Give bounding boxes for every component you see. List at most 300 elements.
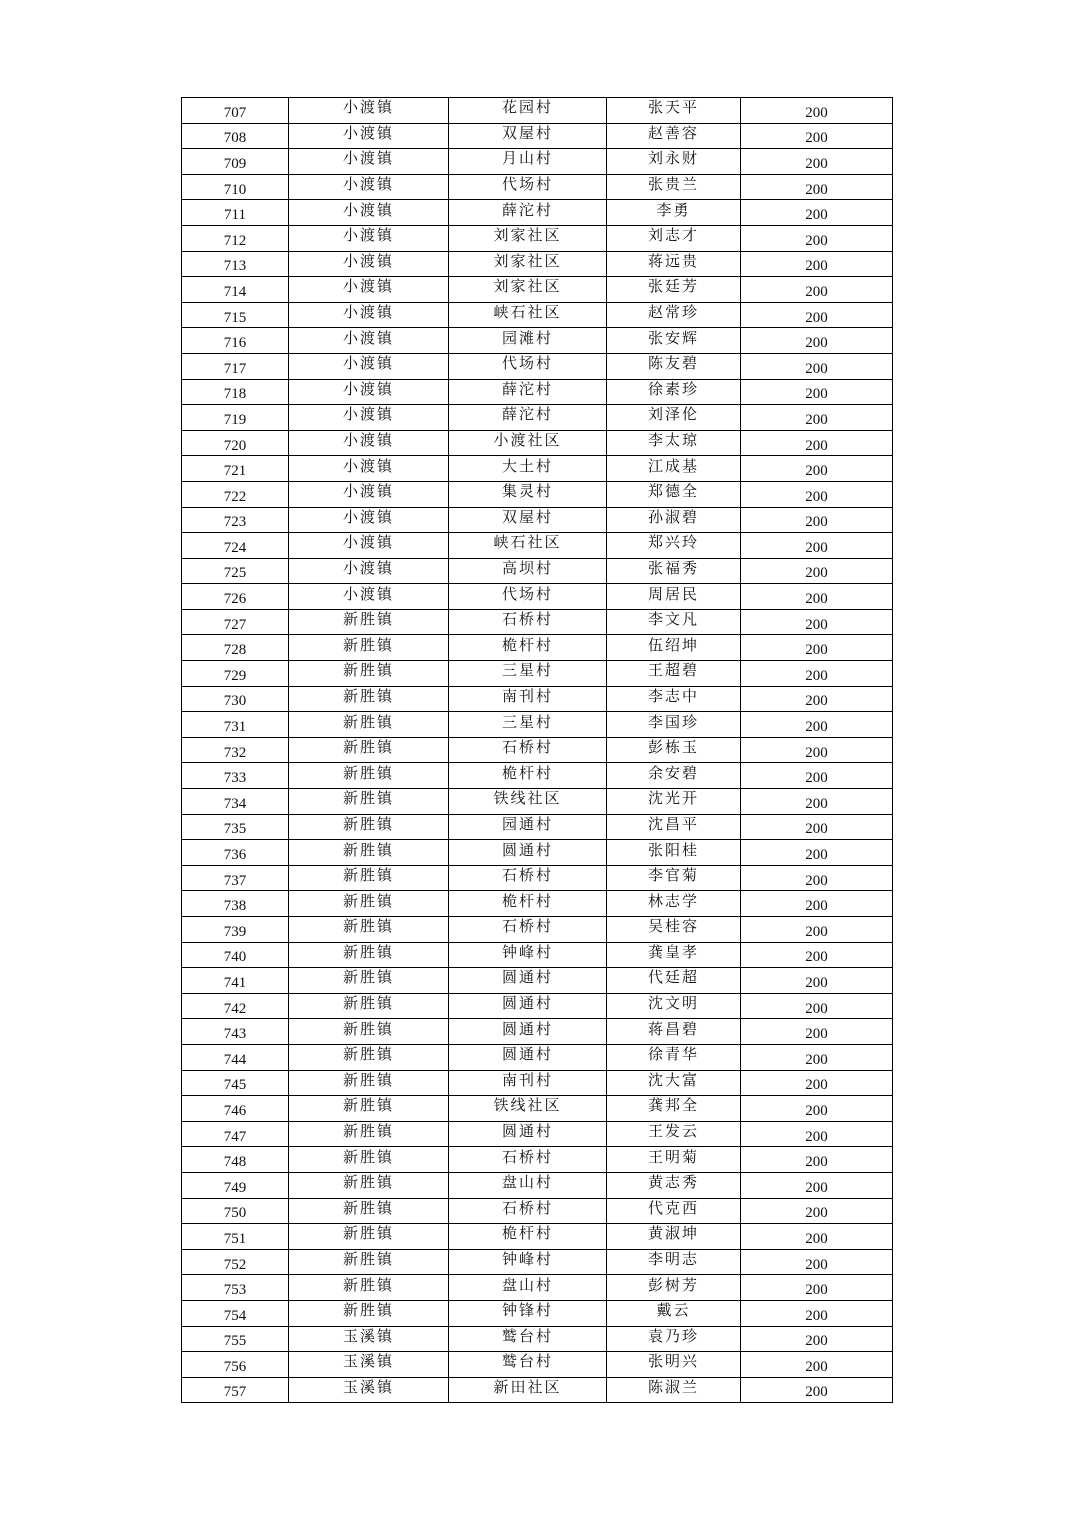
town-cell: 小渡镇 — [289, 430, 449, 456]
village-cell: 石桥村 — [449, 917, 607, 943]
amount-cell: 200 — [741, 174, 893, 200]
table-row — [182, 1352, 893, 1378]
row-number-cell: 708 — [182, 123, 289, 149]
person-name-cell: 袁乃珍 — [607, 1326, 741, 1352]
person-name-cell: 王发云 — [607, 1121, 741, 1147]
person-name-cell: 沈光开 — [607, 789, 741, 815]
table-row — [182, 302, 893, 328]
table-row — [182, 968, 893, 994]
table-row — [182, 865, 893, 891]
town-cell: 新胜镇 — [289, 661, 449, 687]
amount-cell: 200 — [741, 558, 893, 584]
row-number-cell: 710 — [182, 174, 289, 200]
person-name-cell: 龚皇孝 — [607, 942, 741, 968]
amount-cell: 200 — [741, 1044, 893, 1070]
row-number-cell: 751 — [182, 1224, 289, 1250]
row-number-cell: 718 — [182, 379, 289, 405]
row-number-cell: 728 — [182, 635, 289, 661]
row-number-cell: 727 — [182, 609, 289, 635]
village-cell: 桅杆村 — [449, 891, 607, 917]
person-name-cell: 黄志秀 — [607, 1172, 741, 1198]
amount-cell: 200 — [741, 686, 893, 712]
amount-cell: 200 — [741, 609, 893, 635]
amount-cell: 200 — [741, 968, 893, 994]
village-cell: 薛沱村 — [449, 379, 607, 405]
village-cell: 大土村 — [449, 456, 607, 482]
village-cell: 圆通村 — [449, 1044, 607, 1070]
table-row — [182, 98, 893, 124]
amount-cell: 200 — [741, 865, 893, 891]
amount-cell: 200 — [741, 507, 893, 533]
town-cell: 新胜镇 — [289, 789, 449, 815]
village-cell: 石桥村 — [449, 737, 607, 763]
row-number-cell: 725 — [182, 558, 289, 584]
village-cell: 峡石社区 — [449, 533, 607, 559]
row-number-cell: 741 — [182, 968, 289, 994]
village-cell: 石桥村 — [449, 1198, 607, 1224]
town-cell: 新胜镇 — [289, 737, 449, 763]
amount-cell: 200 — [741, 225, 893, 251]
person-name-cell: 陈淑兰 — [607, 1377, 741, 1403]
person-name-cell: 李太琼 — [607, 430, 741, 456]
town-cell: 新胜镇 — [289, 865, 449, 891]
village-cell: 石桥村 — [449, 1147, 607, 1173]
amount-cell: 200 — [741, 328, 893, 354]
town-cell: 新胜镇 — [289, 1121, 449, 1147]
row-number-cell: 711 — [182, 200, 289, 226]
row-number-cell: 743 — [182, 1019, 289, 1045]
person-name-cell: 孙淑碧 — [607, 507, 741, 533]
amount-cell: 200 — [741, 1198, 893, 1224]
village-cell: 圆通村 — [449, 1019, 607, 1045]
village-cell: 钟峰村 — [449, 1249, 607, 1275]
amount-cell: 200 — [741, 737, 893, 763]
table-row — [182, 737, 893, 763]
row-number-cell: 707 — [182, 98, 289, 124]
person-name-cell: 周居民 — [607, 584, 741, 610]
row-number-cell: 734 — [182, 789, 289, 815]
town-cell: 小渡镇 — [289, 353, 449, 379]
town-cell: 新胜镇 — [289, 1096, 449, 1122]
person-name-cell: 李官菊 — [607, 865, 741, 891]
person-name-cell: 张明兴 — [607, 1352, 741, 1378]
town-cell: 新胜镇 — [289, 968, 449, 994]
amount-cell: 200 — [741, 814, 893, 840]
row-number-cell: 716 — [182, 328, 289, 354]
amount-cell: 200 — [741, 661, 893, 687]
row-number-cell: 749 — [182, 1172, 289, 1198]
person-name-cell: 彭栋玉 — [607, 737, 741, 763]
village-cell: 高坝村 — [449, 558, 607, 584]
amount-cell: 200 — [741, 302, 893, 328]
table-row — [182, 1198, 893, 1224]
table-row — [182, 1096, 893, 1122]
village-cell: 圆通村 — [449, 968, 607, 994]
table-row — [182, 1377, 893, 1403]
row-number-cell: 721 — [182, 456, 289, 482]
table-row — [182, 814, 893, 840]
table-row — [182, 1224, 893, 1250]
amount-cell: 200 — [741, 149, 893, 175]
town-cell: 小渡镇 — [289, 584, 449, 610]
table-row — [182, 507, 893, 533]
town-cell: 小渡镇 — [289, 456, 449, 482]
village-cell: 三星村 — [449, 712, 607, 738]
table-row — [182, 328, 893, 354]
amount-cell: 200 — [741, 456, 893, 482]
person-name-cell: 黄淑坤 — [607, 1224, 741, 1250]
table-row — [182, 1147, 893, 1173]
amount-cell: 200 — [741, 481, 893, 507]
amount-cell: 200 — [741, 353, 893, 379]
village-cell: 桅杆村 — [449, 635, 607, 661]
row-number-cell: 739 — [182, 917, 289, 943]
person-name-cell: 代廷超 — [607, 968, 741, 994]
person-name-cell: 张安辉 — [607, 328, 741, 354]
town-cell: 新胜镇 — [289, 686, 449, 712]
table-row — [182, 942, 893, 968]
table-row — [182, 353, 893, 379]
village-cell: 鹫台村 — [449, 1326, 607, 1352]
village-cell: 石桥村 — [449, 609, 607, 635]
amount-cell: 200 — [741, 123, 893, 149]
row-number-cell: 709 — [182, 149, 289, 175]
amount-cell: 200 — [741, 1326, 893, 1352]
person-name-cell: 龚邦全 — [607, 1096, 741, 1122]
person-name-cell: 沈大富 — [607, 1070, 741, 1096]
town-cell: 新胜镇 — [289, 917, 449, 943]
village-cell: 钟峰村 — [449, 942, 607, 968]
town-cell: 小渡镇 — [289, 174, 449, 200]
table-row — [182, 917, 893, 943]
village-cell: 薛沱村 — [449, 405, 607, 431]
village-cell: 代场村 — [449, 584, 607, 610]
person-name-cell: 彭树芳 — [607, 1275, 741, 1301]
row-number-cell: 747 — [182, 1121, 289, 1147]
person-name-cell: 刘泽伦 — [607, 405, 741, 431]
town-cell: 新胜镇 — [289, 1044, 449, 1070]
village-cell: 花园村 — [449, 98, 607, 124]
amount-cell: 200 — [741, 1224, 893, 1250]
table-row — [182, 1019, 893, 1045]
amount-cell: 200 — [741, 891, 893, 917]
amount-cell: 200 — [741, 635, 893, 661]
village-cell: 双屋村 — [449, 123, 607, 149]
village-cell: 园滩村 — [449, 328, 607, 354]
person-name-cell: 江成基 — [607, 456, 741, 482]
row-number-cell: 720 — [182, 430, 289, 456]
table-row — [182, 174, 893, 200]
village-cell: 钟锋村 — [449, 1300, 607, 1326]
table-row — [182, 993, 893, 1019]
village-cell: 南刊村 — [449, 1070, 607, 1096]
town-cell: 新胜镇 — [289, 1224, 449, 1250]
village-cell: 南刊村 — [449, 686, 607, 712]
town-cell: 新胜镇 — [289, 712, 449, 738]
amount-cell: 200 — [741, 1300, 893, 1326]
town-cell: 新胜镇 — [289, 1172, 449, 1198]
table-row — [182, 251, 893, 277]
table-row — [182, 149, 893, 175]
person-name-cell: 蒋远贵 — [607, 251, 741, 277]
village-cell: 双屋村 — [449, 507, 607, 533]
table-row — [182, 1172, 893, 1198]
town-cell: 小渡镇 — [289, 149, 449, 175]
person-name-cell: 李文凡 — [607, 609, 741, 635]
town-cell: 小渡镇 — [289, 379, 449, 405]
village-cell: 集灵村 — [449, 481, 607, 507]
person-name-cell: 张廷芳 — [607, 277, 741, 303]
table-row — [182, 661, 893, 687]
table-row — [182, 1121, 893, 1147]
village-cell: 圆通村 — [449, 993, 607, 1019]
row-number-cell: 712 — [182, 225, 289, 251]
village-cell: 桅杆村 — [449, 763, 607, 789]
row-number-cell: 717 — [182, 353, 289, 379]
row-number-cell: 753 — [182, 1275, 289, 1301]
person-name-cell: 伍绍坤 — [607, 635, 741, 661]
table-body — [182, 98, 893, 1403]
town-cell: 小渡镇 — [289, 533, 449, 559]
town-cell: 小渡镇 — [289, 277, 449, 303]
town-cell: 新胜镇 — [289, 1147, 449, 1173]
town-cell: 小渡镇 — [289, 123, 449, 149]
row-number-cell: 729 — [182, 661, 289, 687]
table-row — [182, 533, 893, 559]
row-number-cell: 723 — [182, 507, 289, 533]
amount-cell: 200 — [741, 405, 893, 431]
amount-cell: 200 — [741, 763, 893, 789]
table-row — [182, 1070, 893, 1096]
row-number-cell: 722 — [182, 481, 289, 507]
town-cell: 新胜镇 — [289, 1275, 449, 1301]
amount-cell: 200 — [741, 1121, 893, 1147]
town-cell: 新胜镇 — [289, 840, 449, 866]
row-number-cell: 726 — [182, 584, 289, 610]
amount-cell: 200 — [741, 533, 893, 559]
person-name-cell: 沈文明 — [607, 993, 741, 1019]
person-name-cell: 张天平 — [607, 98, 741, 124]
row-number-cell: 752 — [182, 1249, 289, 1275]
person-name-cell: 李勇 — [607, 200, 741, 226]
village-cell: 桅杆村 — [449, 1224, 607, 1250]
village-cell: 三星村 — [449, 661, 607, 687]
table-row — [182, 558, 893, 584]
village-cell: 铁线社区 — [449, 789, 607, 815]
amount-cell: 200 — [741, 942, 893, 968]
table-row — [182, 481, 893, 507]
table-row — [182, 277, 893, 303]
table-row — [182, 609, 893, 635]
table-row — [182, 123, 893, 149]
row-number-cell: 732 — [182, 737, 289, 763]
table-row — [182, 712, 893, 738]
town-cell: 新胜镇 — [289, 1300, 449, 1326]
person-name-cell: 陈友碧 — [607, 353, 741, 379]
table-row — [182, 405, 893, 431]
amount-cell: 200 — [741, 1070, 893, 1096]
row-number-cell: 748 — [182, 1147, 289, 1173]
person-name-cell: 郑德全 — [607, 481, 741, 507]
village-cell: 刘家社区 — [449, 225, 607, 251]
amount-cell: 200 — [741, 712, 893, 738]
person-name-cell: 沈昌平 — [607, 814, 741, 840]
person-name-cell: 徐素珍 — [607, 379, 741, 405]
amount-cell: 200 — [741, 251, 893, 277]
town-cell: 小渡镇 — [289, 405, 449, 431]
town-cell: 小渡镇 — [289, 302, 449, 328]
person-name-cell: 李明志 — [607, 1249, 741, 1275]
table-row — [182, 379, 893, 405]
village-cell: 鹫台村 — [449, 1352, 607, 1378]
village-cell: 月山村 — [449, 149, 607, 175]
person-name-cell: 林志学 — [607, 891, 741, 917]
table-row — [182, 225, 893, 251]
table-row — [182, 789, 893, 815]
row-number-cell: 714 — [182, 277, 289, 303]
row-number-cell: 737 — [182, 865, 289, 891]
village-cell: 铁线社区 — [449, 1096, 607, 1122]
amount-cell: 200 — [741, 1275, 893, 1301]
town-cell: 小渡镇 — [289, 481, 449, 507]
town-cell: 玉溪镇 — [289, 1352, 449, 1378]
amount-cell: 200 — [741, 993, 893, 1019]
village-cell: 盘山村 — [449, 1172, 607, 1198]
person-name-cell: 郑兴玲 — [607, 533, 741, 559]
town-cell: 小渡镇 — [289, 507, 449, 533]
row-number-cell: 730 — [182, 686, 289, 712]
village-cell: 刘家社区 — [449, 251, 607, 277]
row-number-cell: 754 — [182, 1300, 289, 1326]
row-number-cell: 745 — [182, 1070, 289, 1096]
amount-cell: 200 — [741, 277, 893, 303]
amount-cell: 200 — [741, 430, 893, 456]
row-number-cell: 750 — [182, 1198, 289, 1224]
village-cell: 代场村 — [449, 353, 607, 379]
village-cell: 盘山村 — [449, 1275, 607, 1301]
person-name-cell: 蒋昌碧 — [607, 1019, 741, 1045]
amount-cell: 200 — [741, 1019, 893, 1045]
town-cell: 小渡镇 — [289, 251, 449, 277]
town-cell: 新胜镇 — [289, 814, 449, 840]
table-row — [182, 200, 893, 226]
person-name-cell: 赵善容 — [607, 123, 741, 149]
town-cell: 小渡镇 — [289, 558, 449, 584]
table-row — [182, 891, 893, 917]
town-cell: 小渡镇 — [289, 200, 449, 226]
row-number-cell: 746 — [182, 1096, 289, 1122]
row-number-cell: 744 — [182, 1044, 289, 1070]
person-name-cell: 赵常珍 — [607, 302, 741, 328]
village-cell: 薛沱村 — [449, 200, 607, 226]
table-row — [182, 840, 893, 866]
row-number-cell: 735 — [182, 814, 289, 840]
row-number-cell: 731 — [182, 712, 289, 738]
row-number-cell: 756 — [182, 1352, 289, 1378]
subsidy-list-table — [181, 97, 893, 1403]
table-row — [182, 430, 893, 456]
amount-cell: 200 — [741, 98, 893, 124]
village-cell: 代场村 — [449, 174, 607, 200]
town-cell: 新胜镇 — [289, 942, 449, 968]
town-cell: 新胜镇 — [289, 1249, 449, 1275]
person-name-cell: 李国珍 — [607, 712, 741, 738]
row-number-cell: 713 — [182, 251, 289, 277]
amount-cell: 200 — [741, 1096, 893, 1122]
village-cell: 小渡社区 — [449, 430, 607, 456]
person-name-cell: 张贵兰 — [607, 174, 741, 200]
row-number-cell: 736 — [182, 840, 289, 866]
row-number-cell: 740 — [182, 942, 289, 968]
town-cell: 小渡镇 — [289, 225, 449, 251]
amount-cell: 200 — [741, 840, 893, 866]
table-row — [182, 686, 893, 712]
table-row — [182, 1044, 893, 1070]
row-number-cell: 738 — [182, 891, 289, 917]
village-cell: 圆通村 — [449, 1121, 607, 1147]
table-row — [182, 1326, 893, 1352]
row-number-cell: 724 — [182, 533, 289, 559]
amount-cell: 200 — [741, 379, 893, 405]
town-cell: 新胜镇 — [289, 1070, 449, 1096]
town-cell: 新胜镇 — [289, 1019, 449, 1045]
table-row — [182, 635, 893, 661]
amount-cell: 200 — [741, 584, 893, 610]
table-row — [182, 763, 893, 789]
village-cell: 新田社区 — [449, 1377, 607, 1403]
amount-cell: 200 — [741, 1377, 893, 1403]
row-number-cell: 733 — [182, 763, 289, 789]
town-cell: 新胜镇 — [289, 763, 449, 789]
village-cell: 刘家社区 — [449, 277, 607, 303]
village-cell: 石桥村 — [449, 865, 607, 891]
person-name-cell: 刘志才 — [607, 225, 741, 251]
village-cell: 园通村 — [449, 814, 607, 840]
amount-cell: 200 — [741, 789, 893, 815]
row-number-cell: 757 — [182, 1377, 289, 1403]
village-cell: 圆通村 — [449, 840, 607, 866]
person-name-cell: 戴云 — [607, 1300, 741, 1326]
row-number-cell: 755 — [182, 1326, 289, 1352]
town-cell: 新胜镇 — [289, 609, 449, 635]
town-cell: 小渡镇 — [289, 98, 449, 124]
amount-cell: 200 — [741, 1352, 893, 1378]
amount-cell: 200 — [741, 1172, 893, 1198]
person-name-cell: 代克西 — [607, 1198, 741, 1224]
amount-cell: 200 — [741, 1147, 893, 1173]
row-number-cell: 715 — [182, 302, 289, 328]
person-name-cell: 徐青华 — [607, 1044, 741, 1070]
town-cell: 玉溪镇 — [289, 1326, 449, 1352]
table-row — [182, 1275, 893, 1301]
table-row — [182, 1249, 893, 1275]
town-cell: 玉溪镇 — [289, 1377, 449, 1403]
person-name-cell: 王明菊 — [607, 1147, 741, 1173]
person-name-cell: 李志中 — [607, 686, 741, 712]
row-number-cell: 719 — [182, 405, 289, 431]
amount-cell: 200 — [741, 200, 893, 226]
town-cell: 新胜镇 — [289, 635, 449, 661]
table-row — [182, 456, 893, 482]
town-cell: 小渡镇 — [289, 328, 449, 354]
row-number-cell: 742 — [182, 993, 289, 1019]
person-name-cell: 余安碧 — [607, 763, 741, 789]
amount-cell: 200 — [741, 917, 893, 943]
amount-cell: 200 — [741, 1249, 893, 1275]
town-cell: 新胜镇 — [289, 1198, 449, 1224]
table-row — [182, 1300, 893, 1326]
village-cell: 峡石社区 — [449, 302, 607, 328]
